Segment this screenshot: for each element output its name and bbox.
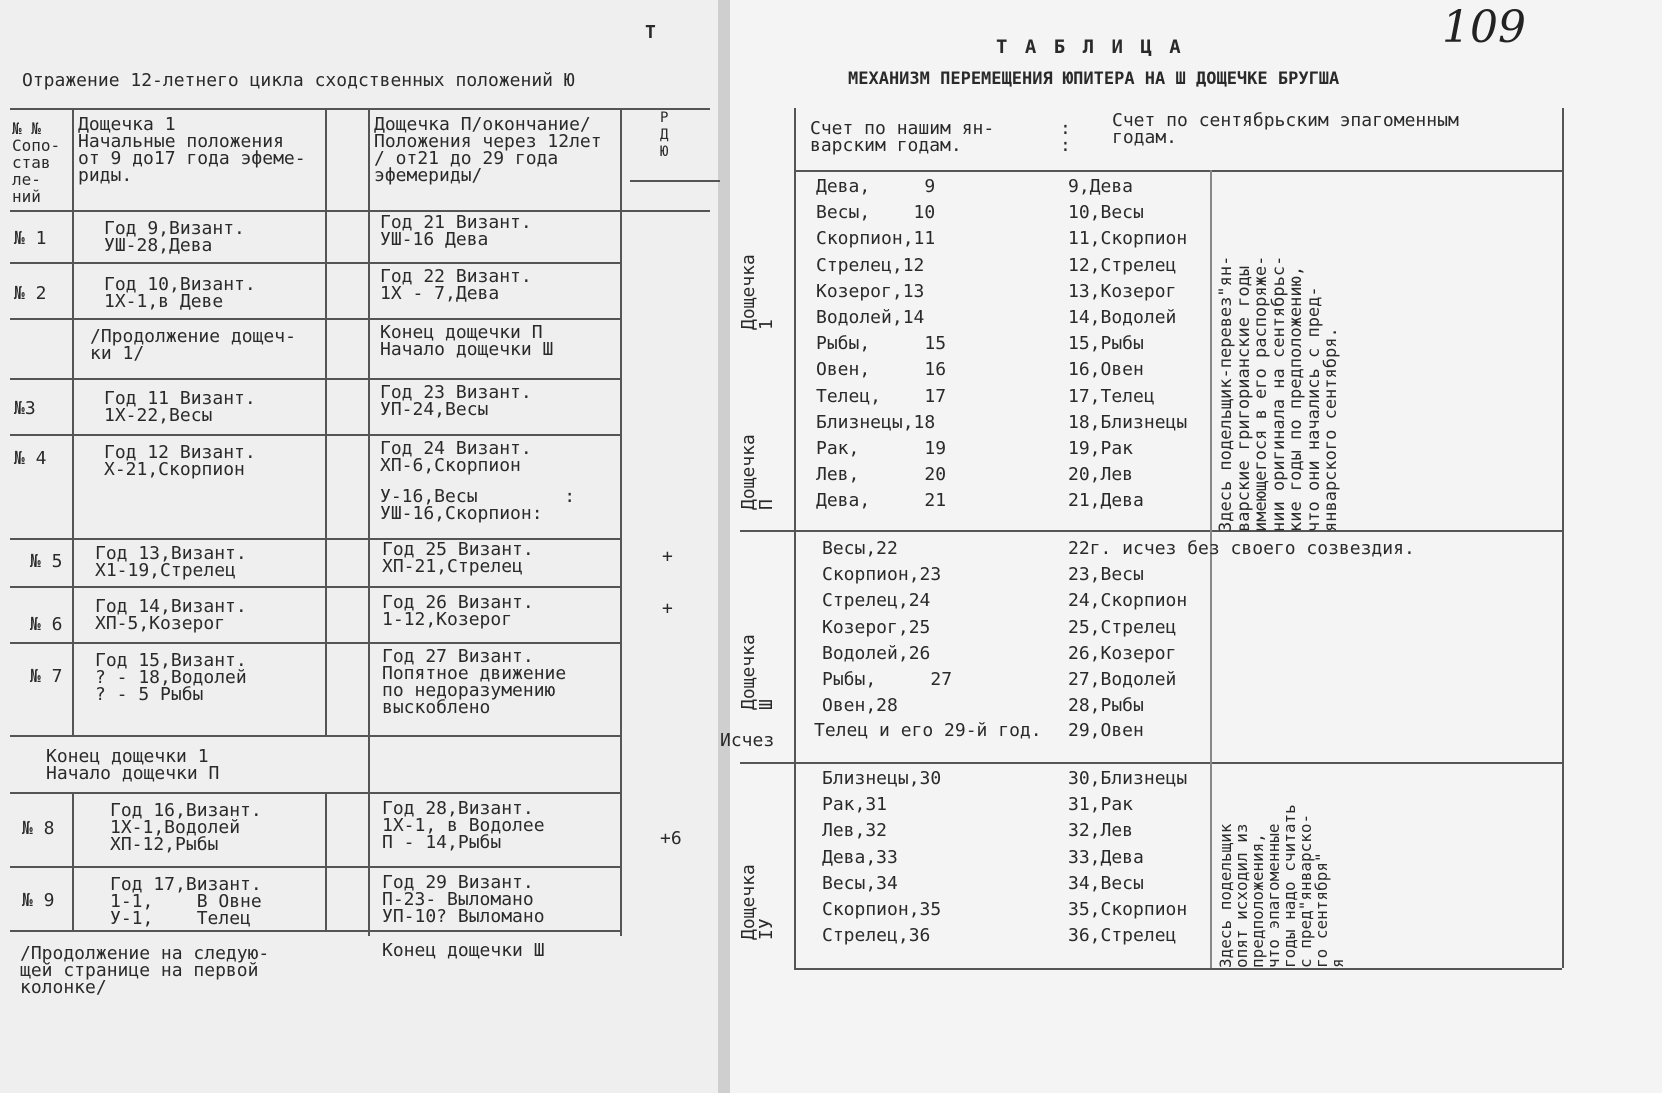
january-entry: Стрелец,12	[816, 254, 925, 276]
september-entry: 21,Дева	[1068, 490, 1144, 512]
january-entry: Лев, 20	[816, 464, 947, 486]
january-entry: Близнецы,30	[822, 768, 942, 789]
january-entry: Скорпион,11	[816, 228, 936, 250]
january-entry: Весы,22	[822, 538, 898, 559]
september-entry: 26,Козерог	[1068, 642, 1177, 664]
margin-mark: +6	[660, 828, 682, 849]
september-entry: 31,Рак	[1068, 794, 1134, 816]
row-num: № 9	[22, 890, 55, 911]
note-boards-1-2: Здесь подельщик-перевез"ян- варские григорианские годы имеющегося в его распоряже- нии оригинала на сентябрьс- кие годы по предположению, что они начались с пред- январского сентября.	[1216, 255, 1341, 532]
left-page	[0, 0, 718, 1093]
ischez-label: Исчез	[720, 730, 775, 751]
september-entry: 36,Стрелец	[1068, 925, 1177, 947]
page-marker: Т	[645, 22, 659, 43]
january-entry: Стрелец,24	[822, 590, 931, 612]
header-col-num: № № Сопо- став ле- ний	[12, 119, 61, 206]
row-num: № 4	[14, 448, 47, 469]
header-separator: : :	[1060, 118, 1071, 156]
row-board1: Год 9,Визант. УШ-28,Дева	[104, 218, 245, 256]
september-entry: 19,Рак	[1068, 438, 1134, 459]
row-num: № 5	[30, 551, 63, 572]
january-entry: Близнецы,18	[816, 411, 936, 433]
september-entry: 23,Весы	[1068, 564, 1144, 586]
board-label: Дощечка П	[738, 434, 777, 510]
january-entry: Дева, 9	[816, 176, 936, 197]
row-board2: Год 26 Визант. 1-12,Козерог	[382, 592, 534, 630]
row-board2: Конец дощечки П Начало дощечки Ш	[380, 322, 554, 360]
row-board2: Год 23 Визант. УП-24,Весы	[380, 382, 532, 420]
row-num: № 6	[30, 614, 63, 635]
table-subtitle: МЕХАНИЗМ ПЕРЕМЕЩЕНИЯ ЮПИТЕРА НА Ш ДОЩЕЧКЕ БРУГША	[848, 69, 1340, 89]
september-entry: 18,Близнецы	[1068, 411, 1188, 433]
january-entry: Дева, 21	[816, 490, 947, 512]
january-entry: Весы,34	[822, 872, 898, 894]
row-num: № 1	[14, 228, 47, 249]
row-board1: Год 15,Визант. ? - 18,Водолей ? - 5 Рыбы	[95, 650, 247, 705]
september-entry: 14,Водолей	[1068, 307, 1177, 328]
row-board2: Год 25 Визант. ХП-21,Стрелец	[382, 539, 534, 577]
row-num: № 8	[22, 818, 55, 839]
row-board1: Год 17,Визант. 1-1, В Овне У-1, Телец	[110, 874, 262, 929]
january-entry: Козерог,13	[816, 280, 925, 302]
september-entry: 24,Скорпион	[1068, 590, 1188, 612]
january-entry: Скорпион,35	[822, 899, 942, 920]
january-entry: Рак, 19	[816, 438, 947, 459]
row-board1: Год 13,Визант. Х1-19,Стрелец	[95, 543, 247, 581]
header-board1: Дощечка 1 Начальные положения от 9 до17 года эфеме- риды.	[78, 114, 306, 186]
january-entry: Овен, 16	[816, 359, 947, 381]
row-board2: Год 22 Визант. 1Х - 7,Дева	[380, 266, 532, 304]
january-entry: Скорпион,23	[822, 564, 942, 586]
september-entry: 25,Стрелец	[1068, 616, 1177, 638]
september-entry: 34,Весы	[1068, 872, 1144, 894]
row-board2: Год 27 Визант. Попятное движение по недоразумению выскоблено	[382, 646, 567, 718]
row-board1: Год 10,Визант. 1Х-1,в Деве	[104, 274, 256, 312]
header-board2: Дощечка П/окончание/ Положения через 12лет / от21 до 29 года эфемериды/	[374, 114, 602, 186]
september-entry: 32,Лев	[1068, 820, 1134, 842]
january-entry: Дева,33	[822, 846, 898, 868]
january-entry: Телец, 17	[816, 385, 947, 407]
end-board1: Конец дощечки 1 Начало дощечки П	[46, 746, 220, 784]
january-entry: Рыбы, 27	[822, 669, 953, 690]
september-entry: 9,Дева	[1068, 176, 1134, 197]
row-board1: /Продолжение дощеч- ки 1/	[90, 326, 296, 364]
september-entry: 35,Скорпион	[1068, 899, 1188, 920]
january-entry: Козерог,25	[822, 616, 931, 638]
table-title: Т А Б Л И Ц А	[996, 36, 1184, 58]
september-entry: 29,Овен	[1068, 720, 1144, 741]
row-board2: Год 28,Визант. 1Х-1, в Водолее П - 14,Рыбы	[382, 798, 545, 853]
left-title: Отражение 12-летнего цикла сходственных положений Ю	[22, 70, 575, 91]
row-num: № 7	[30, 666, 63, 687]
row-board2: Год 24 Визант. ХП-6,Скорпион	[380, 438, 532, 476]
row-num: №3	[14, 398, 36, 419]
september-entry: 28,Рыбы	[1068, 695, 1144, 717]
september-entry: 16,Овен	[1068, 359, 1144, 381]
header-january: Счет по нашим ян- варским годам.	[810, 118, 995, 156]
september-entry: 12,Стрелец	[1068, 254, 1177, 276]
board-label: Дощечка 1	[738, 254, 777, 330]
september-entry: 11,Скорпион	[1068, 228, 1188, 250]
row-board1: Год 12 Визант. Х-21,Скорпион	[104, 442, 256, 480]
september-entry: 17,Телец	[1068, 385, 1155, 407]
continuation-note: /Продолжение на следую- щей странице на первой колонке/	[20, 943, 270, 998]
board-label: Дощечка Ш	[738, 634, 777, 710]
january-entry: Овен,28	[822, 695, 898, 717]
september-entry: 13,Козерог	[1068, 280, 1177, 302]
september-entry: 10,Весы	[1068, 202, 1144, 224]
september-entry: 33,Дева	[1068, 846, 1144, 868]
september-entry: 15,Рыбы	[1068, 333, 1144, 355]
end-board3: Конец дощечки Ш	[382, 940, 545, 961]
january-entry: Рак,31	[822, 794, 888, 816]
january-entry: Телец и его 29-й год.	[814, 720, 1042, 741]
margin-mark: +	[662, 598, 673, 619]
right-page	[720, 0, 1662, 1093]
september-entry: 22г. исчез без своего созвездия.	[1068, 538, 1415, 559]
header-september: Счет по сентябрьским эпагоменным годам.	[1112, 110, 1459, 148]
september-entry: 30,Близнецы	[1068, 768, 1188, 789]
board-label: Дощечка IУ	[738, 864, 777, 940]
header-col4: Р Д Ю	[660, 110, 669, 160]
note-boards-3-4: Здесь подельщик опят исходил из предположения, что эпагоменные годы надо считать с пред"январско- го сентября" я	[1216, 804, 1347, 968]
row-board2-extra: У-16,Весы : УШ-16,Скорпион:	[380, 486, 576, 524]
row-board1: Год 14,Визант. ХП-5,Козерог	[95, 596, 247, 634]
september-entry: 27,Водолей	[1068, 669, 1177, 690]
january-entry: Лев,32	[822, 820, 888, 842]
january-entry: Рыбы, 15	[816, 333, 947, 355]
september-entry: 20,Лев	[1068, 464, 1134, 486]
january-entry: Стрелец,36	[822, 925, 931, 947]
margin-mark: +	[662, 546, 673, 567]
row-board2: Год 29 Визант. П-23- Выломано УП-10? Выломано	[382, 872, 545, 927]
row-num: № 2	[14, 283, 47, 304]
row-board1: Год 16,Визант. 1Х-1,Водолей ХП-12,Рыбы	[110, 800, 262, 855]
january-entry: Водолей,14	[816, 307, 925, 328]
page-number-stamp: 109	[1442, 2, 1526, 53]
january-entry: Водолей,26	[822, 642, 931, 664]
row-board2: Год 21 Визант. УШ-16 Дева	[380, 212, 532, 250]
row-board1: Год 11 Визант. 1Х-22,Весы	[104, 388, 256, 426]
january-entry: Весы, 10	[816, 202, 936, 224]
